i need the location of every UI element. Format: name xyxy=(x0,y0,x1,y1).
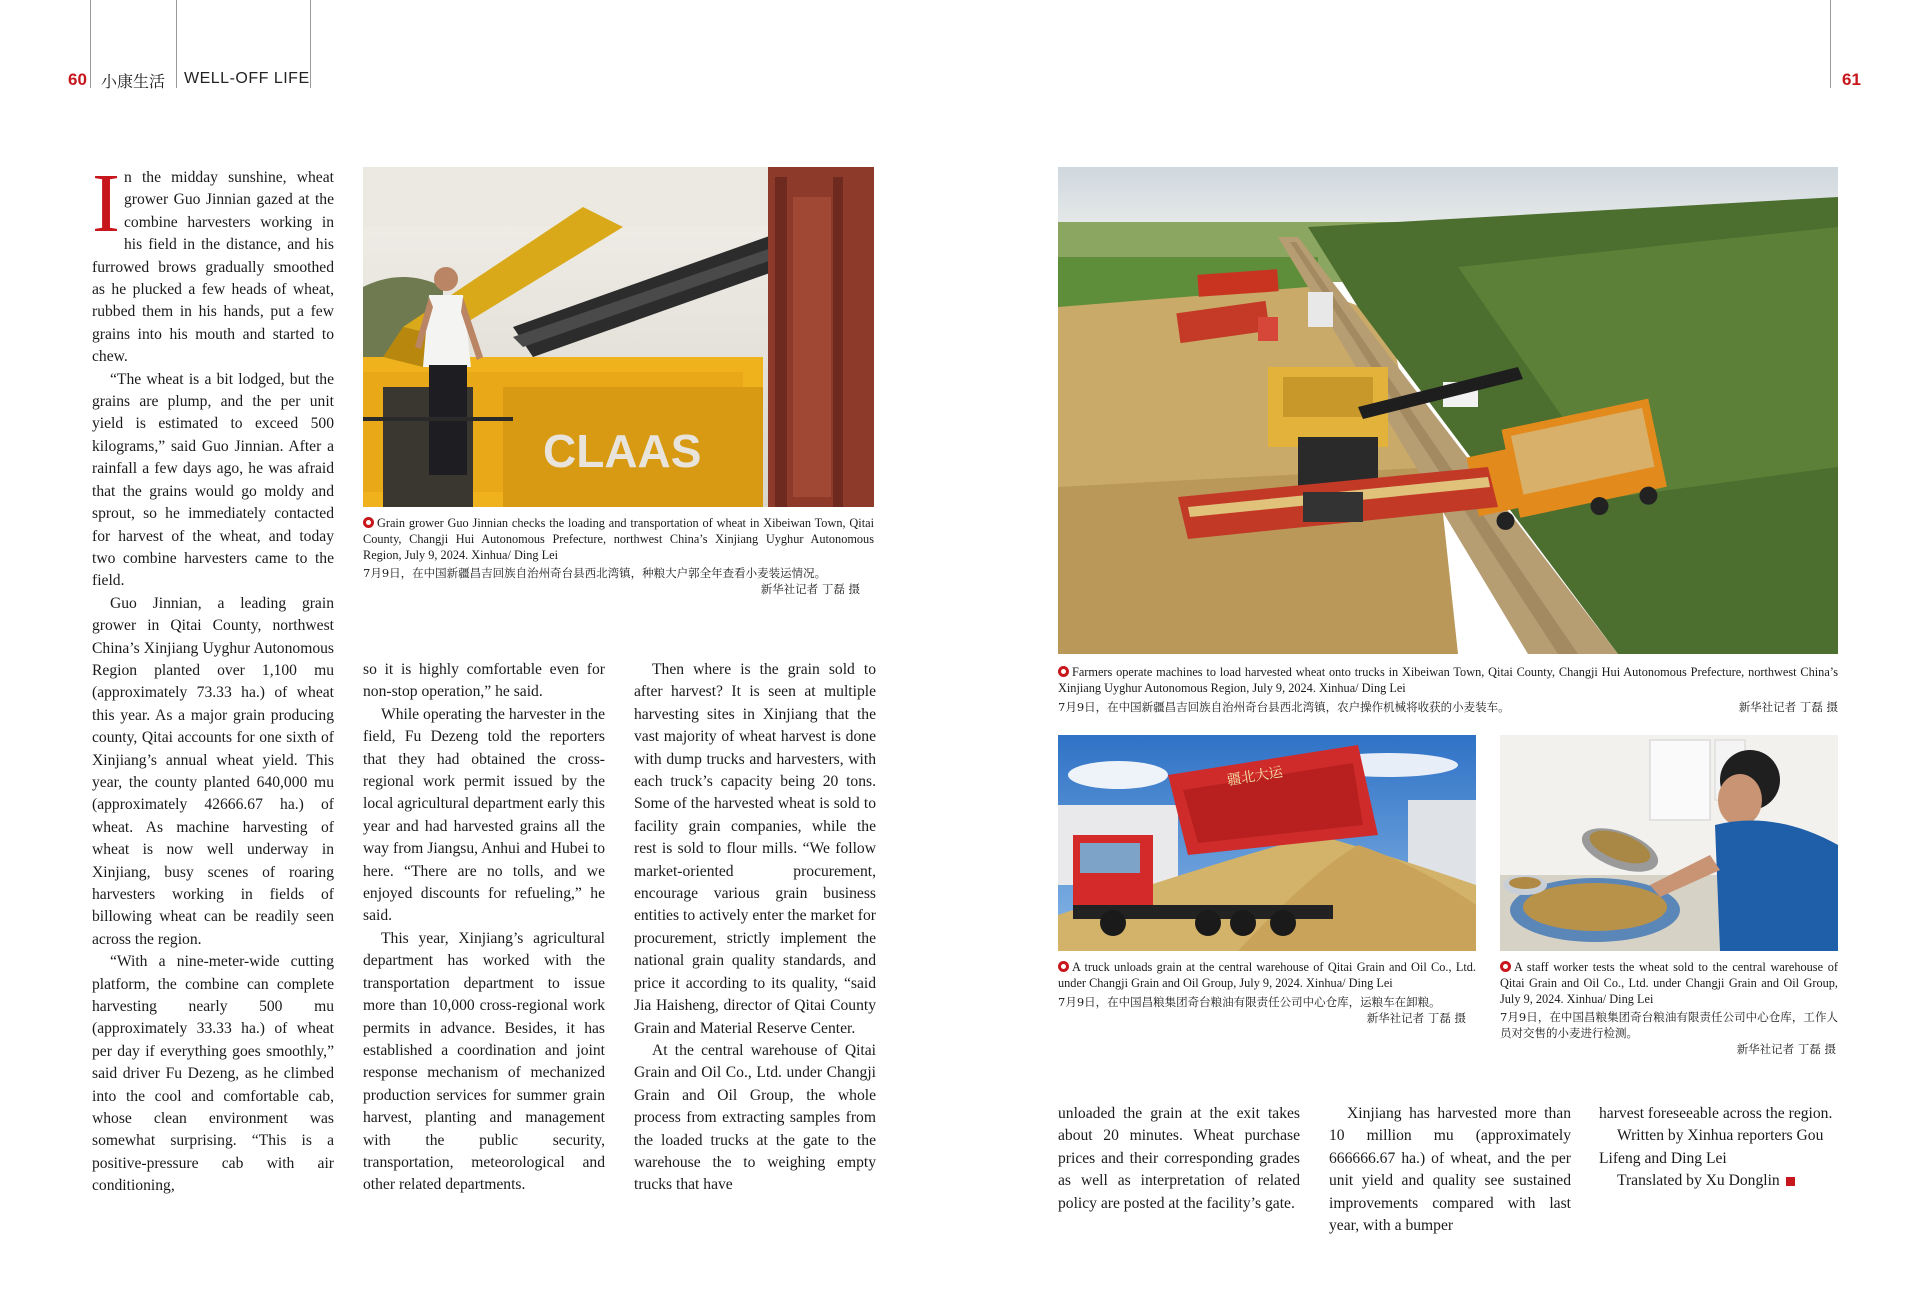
right-page-number: 61 xyxy=(1842,70,1861,89)
paragraph: “The wheat is a bit lodged, but the grains are plump, and the per unit yield is estimated to exceed 500 kilograms,” said Guo Jinnian. After a rainfall a few days ago, he was afraid that the grains would go moldy and sprout, so he immediately contacted for harvest of the wheat, and today two combine harvesters came to the field. xyxy=(92,370,334,590)
camera-icon xyxy=(1058,961,1069,972)
paragraph: Xinjiang has harvested more than 10 million mu (approximately 666666.67 ha.) of wheat, and the per unit yield and quality see sustained improvements compared with last year, with a bumper xyxy=(1329,1105,1571,1235)
claas-logo-text: CLAAS xyxy=(543,425,702,477)
caption-cn: 7月9日，在中国昌粮集团奇台粮油有限责任公司中心仓库，运粮车在卸粮。 xyxy=(1058,994,1441,1009)
section-title-en: WELL-OFF LIFE xyxy=(184,70,310,87)
paragraph: While operating the harvester in the field, Fu Dezeng told the reporters that they had obtained the cross-regional work permit issued by the local agricultural department early this year and had harvested grains all the way from Jiangsu, Anhui and Hubei to here. “There are no tolls, and we enjoyed discounts for refueling,” he said. xyxy=(363,705,605,925)
section-title-cn: 小康生活 xyxy=(101,72,166,91)
paragraph: Guo Jinnian, a leading grain grower in Qitai County, northwest China’s Xinjiang Uyghur Autonomous Region planted over 1,100 mu (approximately 73.33 ha.) of wheat this year. As a major grain producing county, Qitai accounts for one sixth of Xinjiang’s annual wheat yield. This year, the county planted 640,000 mu (approximately 42666.67 ha.) of wheat. As machine harvesting of wheat is now well underway in Xinjiang, busy scenes of roaring harvesters working in fields of billowing wheat can be readily seen across the region. xyxy=(92,594,334,948)
truck-photo-illustration xyxy=(1058,735,1476,951)
article-column-5 xyxy=(1329,1103,1571,1237)
photo-worker-caption xyxy=(1500,960,1838,1057)
caption-credit: 新华社记者 丁磊 摄 xyxy=(1738,699,1838,714)
paragraph: so it is highly comfortable even for non-stop operation,” he said. xyxy=(363,661,605,701)
paragraph: n the midday sunshine, wheat grower Guo Jinnian gazed at the combine harvesters working in his field in the distance, and his furrowed brows gradually smoothed as he plucked a few heads of wheat, rubbed them in his hands, put a few grains into his mouth and started to chew. xyxy=(92,169,334,366)
caption-en: A staff worker tests the wheat sold to the central warehouse of Qitai Grain and Oil Co., Ltd. under Changji Grain and Oil Group, July 9, 2024. Xinhua/ Ding Lei xyxy=(1500,960,1838,1006)
caption-en: Grain grower Guo Jinnian checks the loading and transportation of wheat in Xibeiwan Town, Qitai County, Changji Hui Autonomous Prefecture, northwest China’s Xinjiang Uyghur Autonomous Region, July 9, 2024. Xinhua/ Ding Lei xyxy=(363,516,874,562)
caption-credit: 新华社记者 丁磊 摄 xyxy=(1736,1042,1836,1057)
caption-credit: 新华社记者 丁磊 摄 xyxy=(760,582,860,597)
translator-line xyxy=(1599,1170,1841,1192)
harvester-photo-illustration xyxy=(363,167,874,507)
translator: Translated by Xu Donglin xyxy=(1617,1172,1780,1190)
camera-icon xyxy=(1058,666,1069,677)
caption-cn: 7月9日，在中国新疆昌吉回族自治州奇台县西北湾镇，种粮大户郭全年查看小麦装运情况。 xyxy=(363,566,827,581)
photo-worker-testing xyxy=(1500,735,1838,951)
paragraph: “With a nine-meter-wide cutting platform, the combine can complete harvesting nearly 500 mu (approximately 33.33 ha.) of wheat per day if everything goes smoothly,” said driver Fu Dezeng, as he climbed into the cool and comfortable cab, whose clean environment was somewhat surprising. “This is a positive-pressure cab with air conditioning, xyxy=(92,953,334,1195)
drop-cap: I xyxy=(92,157,120,250)
photo-aerial-harvest xyxy=(1058,167,1838,654)
header-rule-left-2 xyxy=(176,0,177,88)
caption-cn: 7月9日，在中国昌粮集团奇台粮油有限责任公司中心仓库，工作人员对交售的小麦进行检测。 xyxy=(1500,1010,1838,1041)
end-mark-icon xyxy=(1786,1177,1795,1186)
paragraph: At the central warehouse of Qitai Grain and Oil Co., Ltd. under Changji Grain and Oil Group, the whole process from extracting samples from the loaded trucks at the gate to the warehouse the to weighing empty trucks that have xyxy=(634,1041,876,1194)
header-rule-left-1 xyxy=(90,0,91,88)
paragraph: harvest foreseeable across the region. xyxy=(1599,1105,1833,1122)
truck-label-text: 疆北大运 xyxy=(1226,764,1284,789)
camera-icon xyxy=(1500,961,1511,972)
header-rule-left-3 xyxy=(310,0,311,88)
photo-guo-jinnian xyxy=(363,167,874,507)
caption-cn: 7月9日，在中国新疆昌吉回族自治州奇台县西北湾镇，农户操作机械将收获的小麦装车。 xyxy=(1058,699,1510,714)
photo-truck-caption xyxy=(1058,960,1476,1026)
caption-en: A truck unloads grain at the central warehouse of Qitai Grain and Oil Co., Ltd. under Changji Grain and Oil Group, July 9, 2024. Xinhua/ Ding Lei xyxy=(1058,960,1476,990)
article-column-3 xyxy=(634,659,876,1197)
worker-photo-illustration xyxy=(1500,735,1838,951)
article-column-6 xyxy=(1599,1103,1841,1193)
article-column-2 xyxy=(363,659,605,1197)
photo-truck-unloading xyxy=(1058,735,1476,951)
caption-en: Farmers operate machines to load harvested wheat onto trucks in Xibeiwan Town, Qitai County, Changji Hui Autonomous Prefecture, northwest China’s Xinjiang Uyghur Autonomous Region, July 9, 2024. Xinhua/ Ding Lei xyxy=(1058,665,1838,695)
paragraph: This year, Xinjiang’s agricultural department has worked with the transportation department to issue more than 10,000 cross-regional work permits in advance. Besides, it has established a coordination and joint response mechanism of mechanized production services for summer grain harvest, planting and management with the public security, transportation, meteorological and other related departments. xyxy=(363,929,605,1194)
caption-credit: 新华社记者 丁磊 摄 xyxy=(1366,1010,1466,1025)
byline: Written by Xinhua reporters Gou Lifeng and Ding Lei xyxy=(1599,1127,1824,1167)
photo-guo-caption xyxy=(363,516,874,597)
article-column-1 xyxy=(92,157,334,1237)
paragraph: unloaded the grain at the exit takes about 20 minutes. Wheat purchase prices and their corresponding grades as well as interpretation of related policy are posted at the facility’s gate. xyxy=(1058,1105,1300,1212)
left-page-number: 60 xyxy=(68,70,87,89)
header-rule-right xyxy=(1830,0,1831,88)
camera-icon xyxy=(363,517,374,528)
photo-aerial-caption xyxy=(1058,665,1838,715)
aerial-photo-illustration xyxy=(1058,167,1838,654)
paragraph: Then where is the grain sold to after harvest? It is seen at multiple harvesting sites in Xinjiang that the vast majority of wheat harvest is done with dump trucks and harvesters, with each truck’s capacity being 20 tons. Some of the harvested wheat is sold to facility grain companies, while the rest is sold to flour mills. “We follow market-oriented procurement, encourage various grain business entities to actively enter the market for procurement, strictly implement the national grain quality standards, and price it according to its quality, “said Jia Haisheng, director of Qitai County Grain and Material Reserve Center. xyxy=(634,661,876,1037)
article-column-4 xyxy=(1058,1103,1300,1215)
